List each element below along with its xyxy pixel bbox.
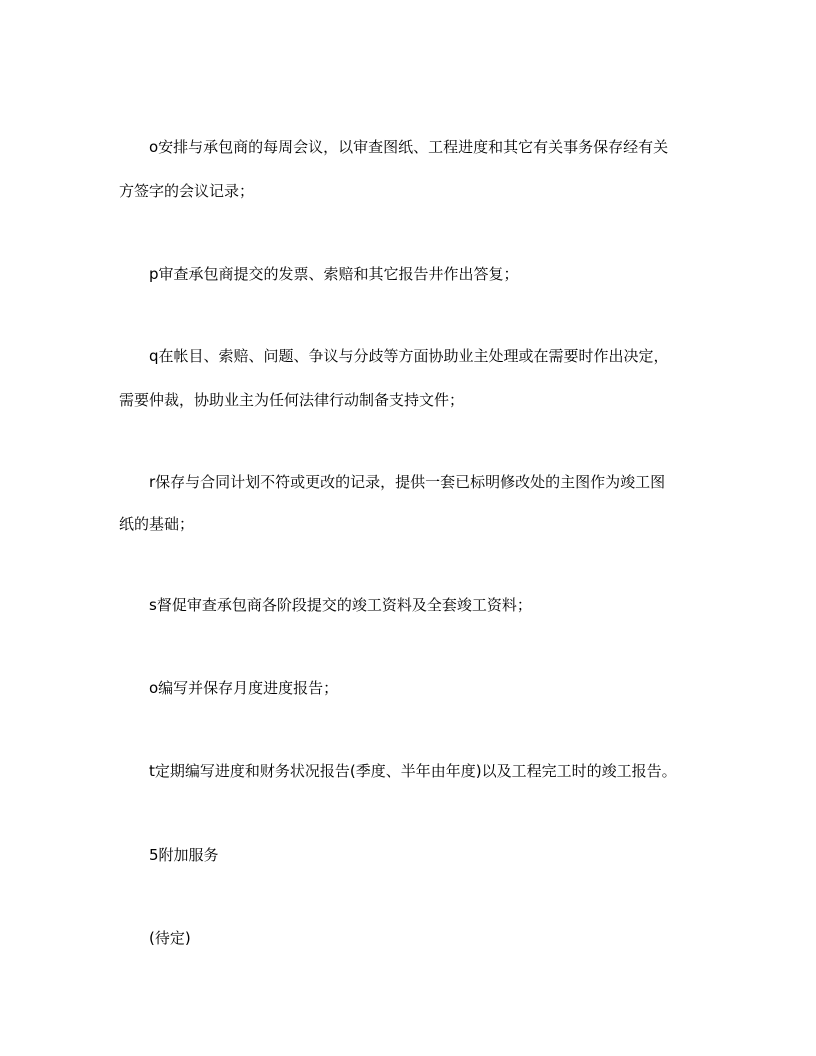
paragraph-s-line-1: s督促审查承包商各阶段提交的竣工资料及全套竣工资料；: [149, 596, 532, 614]
paragraph-o-line-2: 方签字的会议记录；: [119, 182, 255, 200]
pending-note: (待定): [149, 929, 191, 947]
paragraph-q-line-1: q在帐目、索赔、问题、争议与分歧等方面协助业主处理或在需要时作出决定，: [149, 347, 669, 365]
paragraph-r-line-2: 纸的基础；: [119, 515, 195, 533]
paragraph-t-line-1: t定期编写进度和财务状况报告(季度、半年由年度)以及工程完工时的竣工报告。: [149, 762, 677, 780]
paragraph-p-line-1: p审查承包商提交的发票、索赔和其它报告井作出答复；: [149, 265, 519, 283]
paragraph-o-line-1: o安排与承包商的每周会议，以审查图纸、工程进度和其它有关事务保存经有关: [149, 138, 669, 156]
paragraph-o2-line-1: o编写并保存月度进度报告；: [149, 679, 339, 697]
section-5-heading: 5附加服务: [149, 846, 219, 864]
paragraph-r-line-1: r保存与合同计划不符或更改的记录，提供一套已标明修改处的主图作为竣工图: [149, 473, 666, 491]
paragraph-q-line-2: 需要仲裁，协助业主为任何法律行动制备支持文件；: [119, 391, 465, 409]
